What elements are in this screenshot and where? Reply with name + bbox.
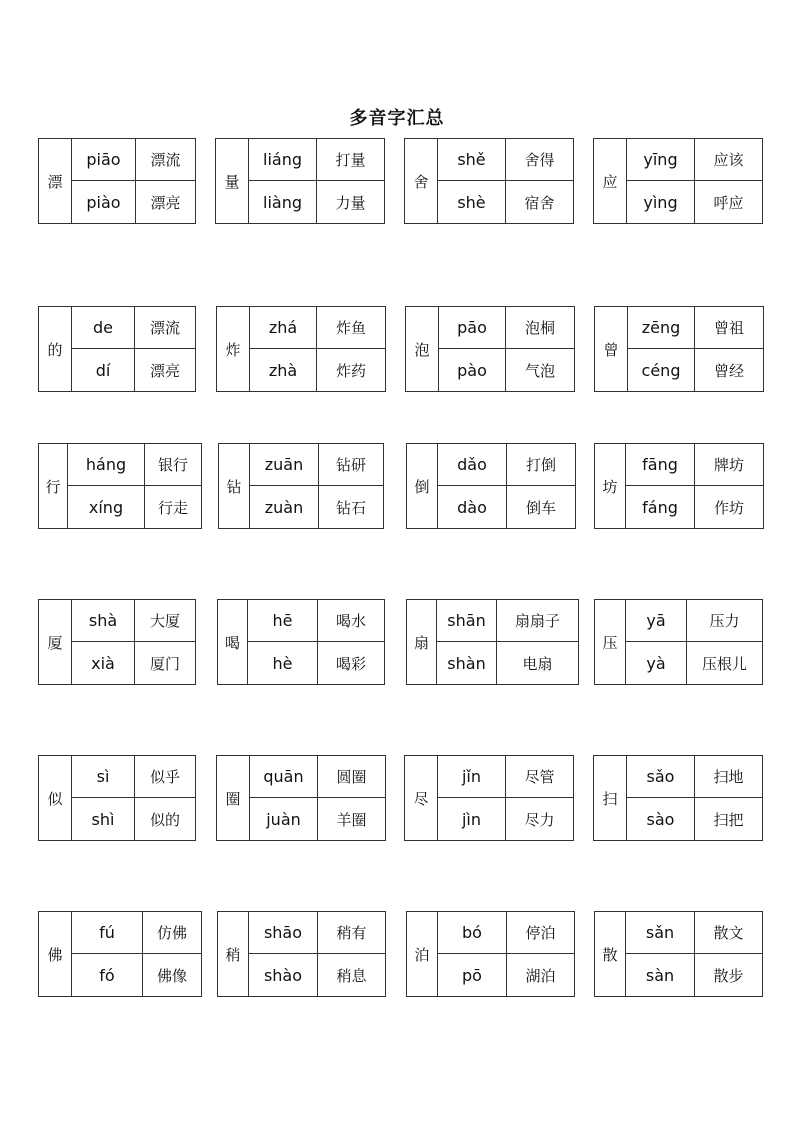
example-word: 羊圈 xyxy=(336,810,367,829)
pinyin-reading: de xyxy=(72,307,135,349)
polyphone-card xyxy=(38,911,202,997)
pinyin-reading: shì xyxy=(72,798,135,840)
page-title: 多音字汇总 xyxy=(349,108,445,129)
example-word: 扇扇子 xyxy=(497,600,578,642)
pinyin-reading: sǎo xyxy=(627,756,695,798)
example-word: 稍有 xyxy=(318,912,385,954)
pinyin-reading: háng xyxy=(68,444,145,486)
example-word: 扫地 xyxy=(695,756,762,798)
example-word: 喝水 xyxy=(318,600,384,642)
example-word: 舍得 xyxy=(506,139,573,181)
example-word: 应该 xyxy=(695,139,762,181)
example-word: 压根儿 xyxy=(701,654,747,673)
pinyin-reading: jǐn xyxy=(438,756,506,798)
example-word: 打倒 xyxy=(507,444,575,486)
pinyin-reading: shě xyxy=(438,139,506,181)
polyphone-character: 坊 xyxy=(595,444,626,528)
example-word: 曾经 xyxy=(713,361,744,380)
example-word: 似乎 xyxy=(135,756,195,798)
polyphone-card xyxy=(594,443,764,529)
pinyin-reading: zhá xyxy=(250,307,317,349)
polyphone-card xyxy=(216,306,386,392)
example-word: 漂亮 xyxy=(150,193,181,212)
polyphone-character: 扫 xyxy=(594,756,627,840)
pinyin-reading: pào xyxy=(439,349,506,391)
polyphone-card xyxy=(406,911,575,997)
pinyin-reading: shè xyxy=(438,181,506,223)
pinyin-reading: yīng xyxy=(627,139,695,181)
polyphone-card xyxy=(594,306,764,392)
example-word: 气泡 xyxy=(524,361,555,380)
example-word: 压力 xyxy=(687,600,762,642)
example-word: 厦门 xyxy=(149,654,180,673)
example-word: 佛像 xyxy=(156,966,187,985)
example-word: 钻石 xyxy=(335,498,366,517)
example-word: 呼应 xyxy=(713,193,744,212)
pinyin-reading: quān xyxy=(250,756,318,798)
pinyin-reading: dí xyxy=(72,349,135,391)
example-word: 电扇 xyxy=(522,654,553,673)
polyphone-card xyxy=(406,599,579,685)
polyphone-card xyxy=(216,755,386,841)
polyphone-card xyxy=(404,138,574,224)
polyphone-character: 稍 xyxy=(218,912,249,996)
example-word: 泡桐 xyxy=(506,307,574,349)
pinyin-reading: sǎn xyxy=(626,912,695,954)
pinyin-reading: yā xyxy=(626,600,687,642)
pinyin-reading: céng xyxy=(628,349,695,391)
example-word: 炸药 xyxy=(335,361,366,380)
example-word: 稍息 xyxy=(336,966,367,985)
pinyin-reading: shàn xyxy=(437,642,497,684)
polyphone-card xyxy=(38,443,202,529)
example-word: 银行 xyxy=(145,444,201,486)
polyphone-character: 似 xyxy=(39,756,72,840)
polyphone-card xyxy=(38,138,196,224)
example-word: 曾祖 xyxy=(695,307,763,349)
polyphone-character: 行 xyxy=(39,444,68,528)
example-word: 钻研 xyxy=(319,444,383,486)
polyphone-character: 应 xyxy=(594,139,627,223)
pinyin-reading: piào xyxy=(72,181,136,223)
pinyin-reading: zuàn xyxy=(250,486,319,528)
example-word: 圆圈 xyxy=(318,756,385,798)
polyphone-character: 泊 xyxy=(407,912,438,996)
pinyin-reading: shān xyxy=(437,600,497,642)
polyphone-character: 量 xyxy=(216,139,249,223)
polyphone-card xyxy=(218,443,384,529)
pinyin-reading: dào xyxy=(438,486,507,528)
polyphone-character: 曾 xyxy=(595,307,628,391)
polyphone-character: 圈 xyxy=(217,756,250,840)
example-word: 作坊 xyxy=(713,498,744,517)
pinyin-reading: zēng xyxy=(628,307,695,349)
polyphone-character: 漂 xyxy=(39,139,72,223)
polyphone-character: 佛 xyxy=(39,912,72,996)
polyphone-character: 的 xyxy=(39,307,72,391)
pinyin-reading: liàng xyxy=(249,181,317,223)
example-word: 尽管 xyxy=(506,756,573,798)
example-word: 炸鱼 xyxy=(317,307,385,349)
example-word: 仿佛 xyxy=(143,912,201,954)
polyphone-character: 厦 xyxy=(39,600,72,684)
pinyin-reading: fāng xyxy=(626,444,695,486)
pinyin-reading: sàn xyxy=(626,954,695,996)
polyphone-character: 压 xyxy=(595,600,626,684)
polyphone-card xyxy=(594,911,763,997)
example-word: 打量 xyxy=(317,139,384,181)
polyphone-character: 钻 xyxy=(219,444,250,528)
polyphone-card xyxy=(406,443,576,529)
polyphone-card xyxy=(38,755,196,841)
pinyin-reading: fú xyxy=(72,912,143,954)
pinyin-reading: sào xyxy=(627,798,695,840)
pinyin-reading: shāo xyxy=(249,912,318,954)
example-word: 停泊 xyxy=(507,912,574,954)
polyphone-card xyxy=(38,599,196,685)
polyphone-character: 喝 xyxy=(218,600,248,684)
pinyin-reading: pō xyxy=(438,954,507,996)
pinyin-reading: zuān xyxy=(250,444,319,486)
example-word: 喝彩 xyxy=(335,654,366,673)
pinyin-reading: dǎo xyxy=(438,444,507,486)
pinyin-reading: zhà xyxy=(250,349,317,391)
polyphone-character: 尽 xyxy=(405,756,438,840)
example-word: 漂流 xyxy=(136,139,195,181)
example-word: 扫把 xyxy=(713,810,744,829)
example-word: 倒车 xyxy=(525,498,556,517)
pinyin-reading: piāo xyxy=(72,139,136,181)
pinyin-reading: liáng xyxy=(249,139,317,181)
pinyin-reading: juàn xyxy=(250,798,318,840)
example-word: 行走 xyxy=(157,498,188,517)
pinyin-reading: pāo xyxy=(439,307,506,349)
polyphone-card xyxy=(404,755,574,841)
polyphone-character: 扇 xyxy=(407,600,437,684)
example-word: 大厦 xyxy=(135,600,195,642)
example-word: 尽力 xyxy=(524,810,555,829)
pinyin-reading: sì xyxy=(72,756,135,798)
polyphone-character: 散 xyxy=(595,912,626,996)
pinyin-reading: fó xyxy=(72,954,143,996)
example-word: 散文 xyxy=(695,912,762,954)
pinyin-reading: xià xyxy=(72,642,135,684)
polyphone-card xyxy=(593,755,763,841)
polyphone-character: 倒 xyxy=(407,444,438,528)
example-word: 漂流 xyxy=(135,307,195,349)
example-word: 似的 xyxy=(149,810,180,829)
polyphone-card xyxy=(217,911,386,997)
pinyin-reading: hè xyxy=(248,642,318,684)
polyphone-card xyxy=(405,306,575,392)
polyphone-character: 舍 xyxy=(405,139,438,223)
pinyin-reading: xíng xyxy=(68,486,145,528)
example-word: 湖泊 xyxy=(525,966,556,985)
polyphone-character: 泡 xyxy=(406,307,439,391)
pinyin-reading: hē xyxy=(248,600,318,642)
example-word: 宿舍 xyxy=(524,193,555,212)
pinyin-reading: fáng xyxy=(626,486,695,528)
pinyin-reading: jìn xyxy=(438,798,506,840)
pinyin-reading: bó xyxy=(438,912,507,954)
pinyin-reading: yà xyxy=(626,642,687,684)
example-word: 牌坊 xyxy=(695,444,763,486)
polyphone-card xyxy=(215,138,385,224)
example-word: 力量 xyxy=(335,193,366,212)
pinyin-reading: shào xyxy=(249,954,318,996)
polyphone-card xyxy=(38,306,196,392)
example-word: 散步 xyxy=(713,966,744,985)
pinyin-reading: shà xyxy=(72,600,135,642)
polyphone-card xyxy=(593,138,763,224)
pinyin-reading: yìng xyxy=(627,181,695,223)
polyphone-card xyxy=(217,599,385,685)
polyphone-character: 炸 xyxy=(217,307,250,391)
example-word: 漂亮 xyxy=(149,361,180,380)
polyphone-card xyxy=(594,599,763,685)
